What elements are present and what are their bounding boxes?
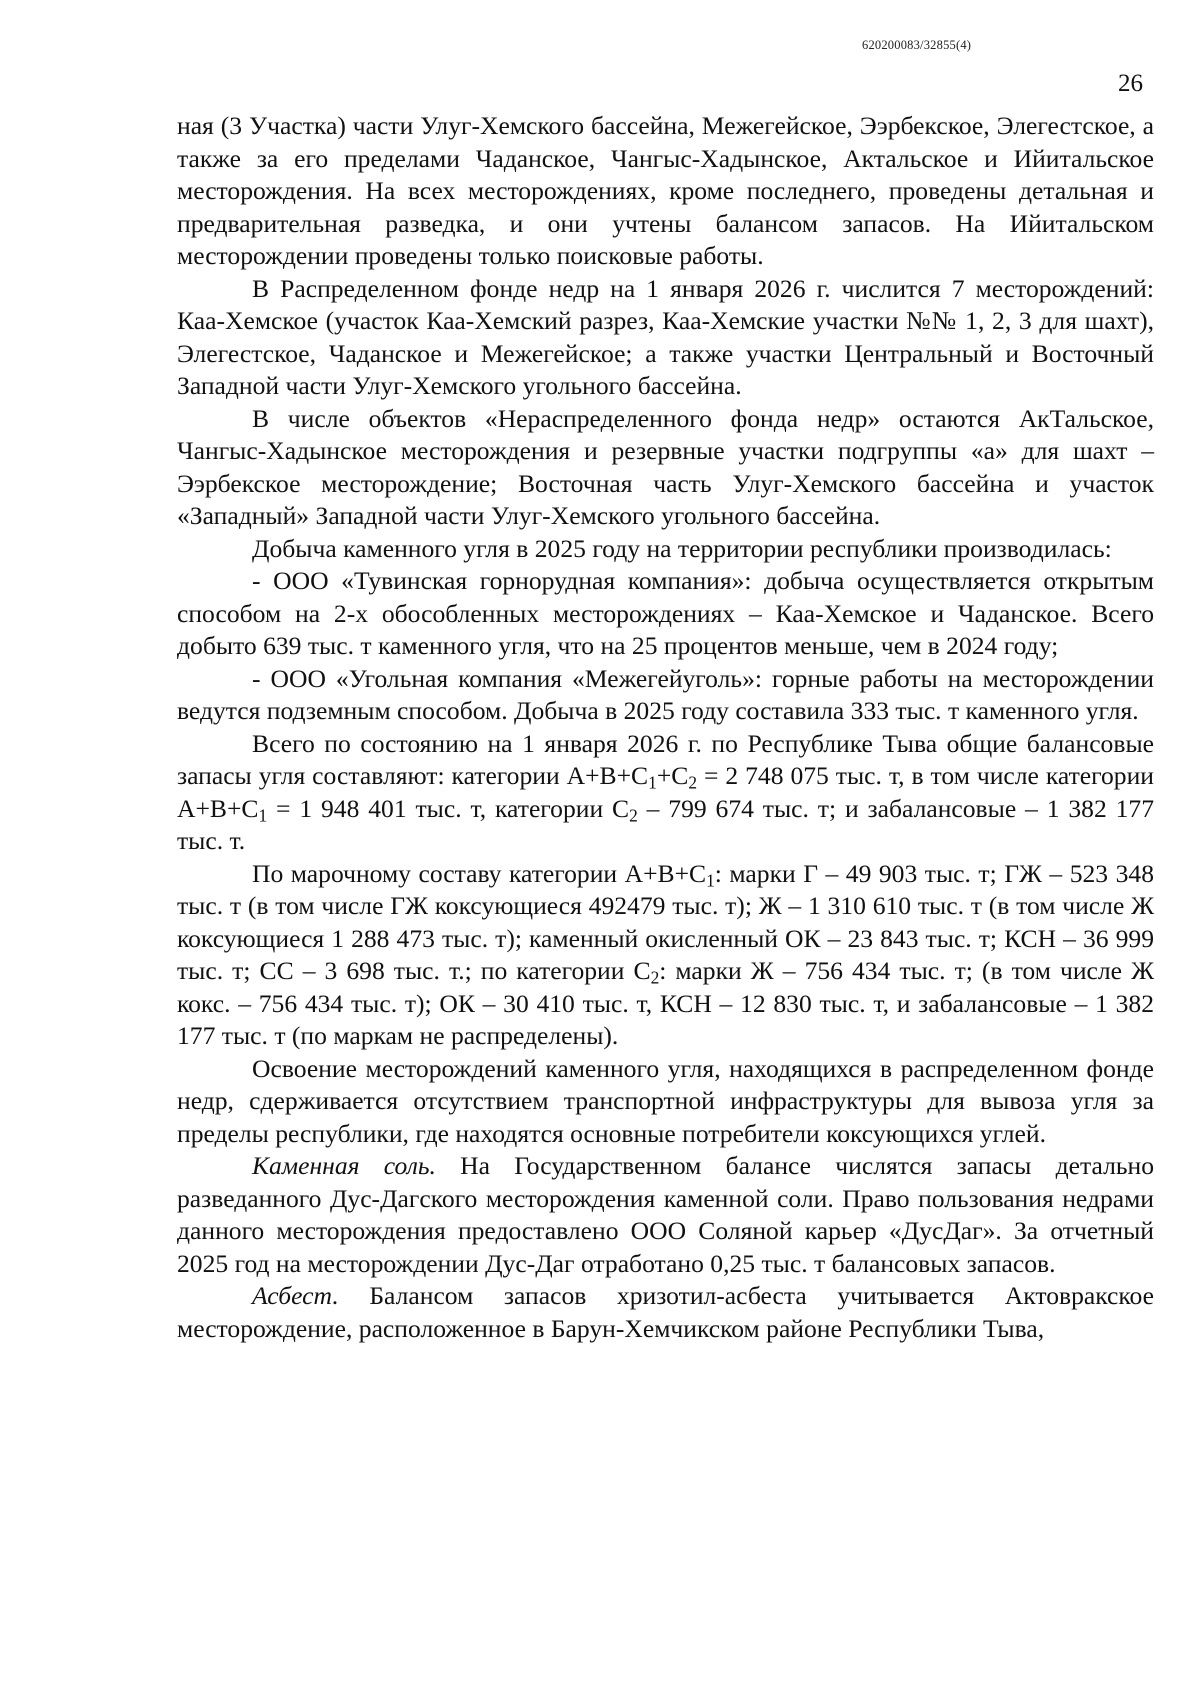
- paragraph-continuation: ная (3 Участка) части Улуг-Хемского бассейна, Межегейское, Ээрбекское, Элегестское, а также за его пределами Чаданское, Чангыс-Хадынское, Актальское и Ийитальское месторождения. На всех месторождениях, кроме последнего, проведены детальная и предварительная разведка, и они учтены балансом запасов. На Ийитальском месторождении проведены только поисковые работы.: [177, 111, 1154, 270]
- asbestos-heading: Асбест.: [252, 1281, 339, 1310]
- paragraph-undistributed-fund: В числе объектов «Нераспределенного фонда недр» остаются АкТальское, Чангыс-Хадынское месторождения и резервные участки подгруппы «а» для шахт – Ээрбекское месторождение; Восточная часть Улуг-Хемского бассейна и участок «Западный» Западной части Улуг-Хемского угольного бассейна.: [177, 403, 1154, 530]
- paragraph-grade-composition: По марочному составу категории $А+В+C_1$: марки Г – 49 903 тыс. т; ГЖ – 523 348 тыс. т (в том числе ГЖ коксующиеся 492479 тыс. т); Ж – 1 310 610 тыс. т (в том числе Ж коксующиеся 1 288 473 тыс. т); каменный окисленный ОК – 23 843 тыс. т; КСН – 36 999 тыс. т; СС – 3 698 тыс. т.; по категории $C_2$: марки Ж – 756 434 тыс. т; (в том числе Ж кокс. – 756 434 тыс. т); ОК – 30 410 тыс. т, КСН – 12 830 тыс. т, и забалансовые – 1 382 177 тыс. т (по маркам не распределены).: [177, 858, 1155, 1050]
- document-id: 620200083/32855(4): [862, 38, 972, 52]
- list-item-tuva-mining-company: - ООО «Тувинская горнорудная компания»: добыча осуществляется открытым способом на 2-х обособленных месторождениях – Каа-Хемское и Чаданское. Всего добыто 639 тыс. т каменного угля, что на 25 процентов меньше, чем в 2024 году;: [177, 566, 1154, 660]
- page-number: 26: [1118, 70, 1143, 97]
- rock-salt-text: На Государственном балансе числятся запасы детально разведанного Дус-Дагского месторождения каменной соли. Право пользования недрами данного месторождения предоставлено ООО Соляной карьер «ДусДаг». За отчетный 2025 год на месторождении Дус-Даг отработано 0,25 тыс. т балансовых запасов.: [177, 1151, 1155, 1278]
- body-text: [177, 110, 1154, 1345]
- paragraph-rock-salt: [177, 1150, 1154, 1280]
- paragraph-development-constraints: Освоение месторождений каменного угля, находящихся в распределенном фонде недр, сдерживается отсутствием транспортной инфраструктуры для вывоза угля за пределы республики, где находятся основные потребители коксующихся углей.: [177, 1053, 1154, 1148]
- asbestos-text: Балансом запасов хризотил-асбеста учитывается Актовракское месторождение, расположенное в Барун-Хемчикском районе Республики Тыва,: [177, 1281, 1154, 1343]
- rock-salt-heading: Каменная соль.: [252, 1151, 436, 1180]
- paragraph-distributed-fund: В Распределенном фонде недр на 1 января 2026 г. числится 7 месторождений: Каа-Хемское (участок Каа-Хемский разрез, Каа-Хемские участки №№ 1, 2, 3 для шахт), Элегестское, Чаданское и Межегейское; а также участки Центральный и Восточный Западной части Улуг-Хемского угольного бассейна.: [177, 273, 1154, 400]
- paragraph-reserves-total: Всего по состоянию на 1 января 2026 г. по Республике Тыва общие балансовые запасы угля составляют: категории $А+В+C_1+C_2 = 2$ 748 075 тыс. т, в том числе категории $А+В+C_1 = 1$ 948 401 тыс. т, категории $C_2 - 799$ 674 тыс. т; и забалансовые – 1 382 177 тыс. т.: [177, 728, 1154, 855]
- list-item-mezhegeyugol: - ООО «Угольная компания «Межегейуголь»: горные работы на месторождении ведутся подземным способом. Добыча в 2025 году составила 333 тыс. т каменного угля.: [177, 663, 1154, 725]
- paragraph-asbestos: [177, 1280, 1154, 1345]
- paragraph-coal-mining-intro: Добыча каменного угля в 2025 году на территории республики производилась:: [252, 533, 1112, 563]
